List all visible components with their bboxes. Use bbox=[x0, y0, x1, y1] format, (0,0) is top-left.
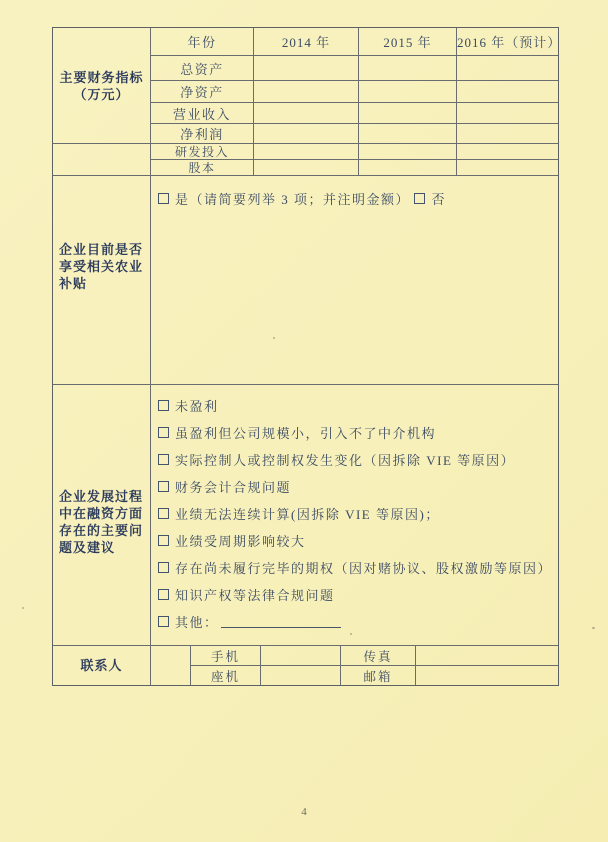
list-item bbox=[158, 608, 554, 635]
checkbox-icon bbox=[158, 481, 169, 492]
mobile-label: 手机 bbox=[191, 646, 261, 665]
checkbox-icon bbox=[158, 400, 169, 411]
checkbox-icon bbox=[414, 193, 425, 204]
contact-name-input-cell bbox=[151, 646, 191, 685]
checkbox-icon bbox=[158, 193, 169, 204]
list-item bbox=[158, 419, 554, 446]
input-cell bbox=[254, 144, 359, 159]
row-label-total-assets: 总资产 bbox=[151, 56, 254, 80]
contact-fields-grid bbox=[191, 646, 558, 685]
list-item bbox=[158, 581, 554, 608]
year-column-2015: 2015 年 bbox=[359, 28, 457, 55]
checkbox-icon bbox=[158, 454, 169, 465]
problem-label: 业绩受周期影响较大 bbox=[175, 534, 306, 549]
checkbox-icon bbox=[158, 508, 169, 519]
contact-section-label: 联系人 bbox=[53, 646, 151, 685]
subsidy-section bbox=[53, 175, 558, 384]
scan-speck bbox=[350, 633, 352, 635]
input-cell bbox=[254, 56, 359, 80]
input-cell bbox=[359, 144, 457, 159]
input-cell bbox=[359, 81, 457, 102]
scan-speck bbox=[22, 607, 24, 609]
list-item bbox=[158, 392, 554, 419]
table-row bbox=[151, 143, 558, 159]
other-blank-line bbox=[221, 615, 341, 628]
financial-header-row bbox=[151, 28, 562, 55]
form-table bbox=[52, 27, 562, 686]
row-label-revenue: 营业收入 bbox=[151, 103, 254, 123]
financial-grid bbox=[151, 28, 562, 175]
fax-input-cell bbox=[416, 646, 558, 665]
problems-checklist bbox=[151, 385, 558, 645]
problem-label: 存在尚未履行完毕的期权（因对赌协议、股权激励等原因） bbox=[175, 561, 553, 576]
input-cell bbox=[359, 160, 457, 175]
input-cell bbox=[457, 56, 558, 80]
landline-label: 座机 bbox=[191, 666, 261, 685]
subsidy-options-area bbox=[151, 176, 558, 384]
year-column-2014: 2014 年 bbox=[254, 28, 359, 55]
checkbox-icon bbox=[158, 427, 169, 438]
input-cell bbox=[359, 103, 457, 123]
landline-input-cell bbox=[261, 666, 341, 685]
checkbox-icon bbox=[158, 562, 169, 573]
table-row bbox=[191, 665, 558, 685]
input-cell bbox=[359, 124, 457, 143]
table-row bbox=[151, 55, 558, 80]
table-row bbox=[151, 123, 558, 143]
subsidy-no-option bbox=[414, 189, 446, 208]
row-label-net-profit: 净利润 bbox=[151, 124, 254, 143]
problems-label-line4: 题及建议 bbox=[59, 540, 116, 555]
table-row bbox=[151, 80, 558, 102]
fax-label: 传真 bbox=[341, 646, 416, 665]
input-cell bbox=[457, 103, 558, 123]
subsidy-yes-option bbox=[158, 189, 410, 208]
input-cell bbox=[457, 124, 558, 143]
email-label: 邮箱 bbox=[341, 666, 416, 685]
input-cell bbox=[457, 160, 558, 175]
list-item bbox=[158, 446, 554, 473]
input-cell bbox=[254, 81, 359, 102]
input-cell bbox=[254, 124, 359, 143]
table-row bbox=[151, 102, 558, 123]
financial-section-label-line1: 主要财务指标 bbox=[59, 69, 144, 85]
problem-label: 财务会计合规问题 bbox=[175, 480, 292, 495]
scan-speck bbox=[592, 627, 595, 629]
contact-section bbox=[53, 645, 558, 685]
checkbox-icon bbox=[158, 616, 169, 627]
list-item bbox=[158, 500, 554, 527]
problems-label-line1: 企业发展过程 bbox=[59, 489, 144, 504]
problem-label: 业绩无法连续计算(因拆除 VIE 等原因)； bbox=[175, 507, 440, 522]
list-item bbox=[158, 554, 554, 581]
problem-label: 其他： bbox=[175, 615, 219, 630]
problems-section-label bbox=[53, 385, 151, 645]
list-item bbox=[158, 527, 554, 554]
subsidy-no-label: 否 bbox=[431, 192, 446, 207]
subsidy-yes-label: 是（请简要列举 3 项；并注明金额） bbox=[175, 192, 411, 207]
year-column-2016: 2016 年（预计） bbox=[457, 35, 562, 50]
financial-label-column bbox=[53, 28, 151, 175]
input-cell bbox=[254, 103, 359, 123]
subsidy-section-label bbox=[53, 176, 151, 384]
subsidy-label-line3: 补贴 bbox=[59, 275, 88, 291]
table-row bbox=[191, 646, 558, 665]
year-row-label: 年份 bbox=[151, 28, 254, 55]
checkbox-icon bbox=[158, 535, 169, 546]
subsidy-label-line2: 享受相关农业 bbox=[59, 258, 144, 274]
list-item bbox=[158, 473, 554, 500]
input-cell bbox=[457, 81, 558, 102]
input-cell bbox=[254, 160, 359, 175]
checkbox-icon bbox=[158, 589, 169, 600]
page-number: 4 bbox=[301, 806, 307, 818]
mobile-input-cell bbox=[261, 646, 341, 665]
problems-section bbox=[53, 384, 558, 645]
problems-label-line2: 中在融资方面 bbox=[59, 506, 144, 521]
row-label-share-capital: 股本 bbox=[151, 160, 254, 175]
subsidy-label-line1: 企业目前是否 bbox=[59, 241, 144, 257]
email-input-cell bbox=[416, 666, 558, 685]
financial-section bbox=[53, 28, 562, 175]
financial-section-label bbox=[53, 28, 150, 143]
input-cell bbox=[359, 56, 457, 80]
financial-label-empty-cell bbox=[53, 143, 150, 175]
financial-section-label-line2: （万元） bbox=[73, 86, 130, 102]
problem-label: 虽盈利但公司规模小，引入不了中介机构 bbox=[175, 426, 437, 441]
problem-label: 知识产权等法律合规问题 bbox=[175, 588, 335, 603]
problem-label: 实际控制人或控制权发生变化（因拆除 VIE 等原因） bbox=[175, 453, 516, 468]
input-cell bbox=[457, 144, 558, 159]
scan-speck bbox=[273, 337, 275, 339]
table-row bbox=[151, 159, 558, 175]
problems-label-line3: 存在的主要问 bbox=[59, 523, 144, 538]
row-label-net-assets: 净资产 bbox=[151, 81, 254, 102]
row-label-rd-investment: 研发投入 bbox=[151, 144, 254, 159]
problem-label: 未盈利 bbox=[175, 399, 219, 414]
